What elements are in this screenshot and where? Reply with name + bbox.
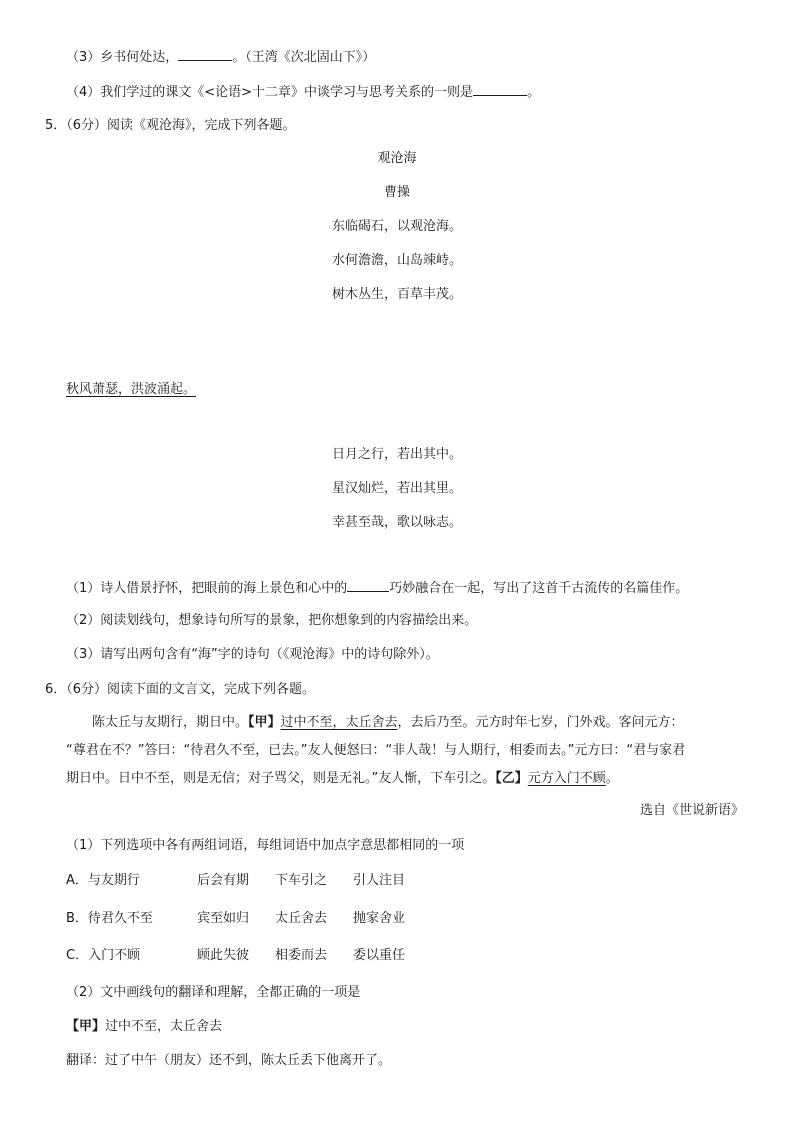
option-label: C．入门不顾 — [66, 948, 141, 963]
passage-text: 期日中。日中不至，则是无信；对子骂父，则是无礼。”友人惭，下车引之。 — [66, 771, 496, 786]
passage-text: 陈太丘与友期行，期日中。 — [92, 715, 249, 730]
mark-yi: 【乙】 — [495, 771, 528, 786]
q5-sub1-text-end: 巧妙融合在一起，写出了这首千古流传的名篇佳作。 — [389, 581, 689, 596]
option-word: 宾至如归 — [197, 911, 250, 926]
q4-item3-text: （3）乡书何处达， — [66, 50, 179, 65]
mark-jia: 【甲】 — [66, 1019, 106, 1034]
q4-item4-text: （4）我们学过的课文《<论语>十二章》中谈学习与思考关系的一则是 — [66, 85, 474, 100]
poem-author: 曹操 — [383, 185, 410, 200]
jia-sentence — [66, 1017, 222, 1037]
q5-sub1-text: （1）诗人借景抒怀，把眼前的海上景色和心中的 — [66, 581, 348, 596]
q5-header: 5．（6分）阅读《观沧海》，完成下列各题。 — [45, 118, 296, 133]
option-word: 引人注目 — [353, 873, 406, 888]
answer-blank — [178, 46, 232, 61]
option-word: 顾此失彼 — [197, 948, 250, 963]
q5-sub3: （3）请写出两句含有“海”字的诗句（《观沧海》中的诗句除外）。 — [66, 647, 439, 662]
option-word: 后会有期 — [197, 873, 250, 888]
q6-sub1: （1）下列选项中各有两组词语，每组词语中加点字意思都相同的一项 — [66, 838, 465, 853]
jia-sentence-text: 过中不至，太丘舍去 — [105, 1019, 223, 1034]
poem-line: 东临碣石，以观沧海。 — [331, 219, 462, 234]
passage-source: 选自《世说新语》 — [639, 803, 744, 818]
underlined-sentence-yi: 元方入门不顾 — [527, 771, 606, 786]
passage-text: ，去后乃至。元方时年七岁，门外戏。客问元方： — [397, 715, 684, 730]
q4-item4-end: 。 — [527, 85, 541, 100]
poem-line: 幸甚至哉，歌以咏志。 — [331, 515, 462, 530]
passage-line-3 — [66, 769, 619, 789]
passage-line-1 — [92, 713, 684, 733]
underlined-sentence-jia: 过中不至，太丘舍去 — [280, 715, 398, 730]
poem-underlined-line: 秋风萧瑟，洪波涌起。 — [66, 382, 197, 397]
poem-title: 观沧海 — [377, 151, 417, 166]
poem-line: 水何澹澹，山岛竦峙。 — [331, 253, 462, 268]
q6-header: 6．（6分）阅读下面的文言文，完成下列各题。 — [45, 682, 316, 697]
q4-item3-source: 。（王湾《次北固山下》） — [232, 50, 376, 65]
q6-sub2: （2）文中画线句的翻译和理解，全都正确的一项是 — [66, 985, 361, 1000]
option-word: 太丘舍去 — [275, 911, 328, 926]
passage-text: 。 — [605, 771, 619, 786]
option-word: 抛家舍业 — [353, 911, 406, 926]
answer-blank — [473, 81, 527, 96]
q5-sub2: （2）阅读划线句，想象诗句所写的景象，把你想象到的内容描绘出来。 — [66, 613, 478, 628]
option-label: B．待君久不至 — [66, 911, 153, 926]
answer-blank — [347, 577, 389, 592]
poem-line: 日月之行，若出其中。 — [331, 447, 462, 462]
option-word: 委以重任 — [353, 948, 406, 963]
q5-sub1 — [66, 577, 688, 599]
option-word: 下车引之 — [275, 873, 328, 888]
q4-item3 — [66, 46, 375, 68]
q4-item4 — [66, 81, 540, 103]
option-label: A．与友期行 — [66, 873, 140, 888]
option-word: 相委而去 — [275, 948, 328, 963]
translation: 翻译：过了中午（朋友）还不到，陈太丘丢下他离开了。 — [66, 1053, 392, 1068]
poem-line: 树木丛生，百草丰茂。 — [331, 287, 462, 302]
poem-line: 星汉灿烂，若出其里。 — [331, 481, 462, 496]
passage-line-2: “尊君在不？”答曰：“待君久不至，已去。”友人便怒曰：“非人哉！与人期行，相委而去。”元方曰：“君与家君 — [66, 743, 686, 758]
mark-jia: 【甲】 — [248, 715, 281, 730]
